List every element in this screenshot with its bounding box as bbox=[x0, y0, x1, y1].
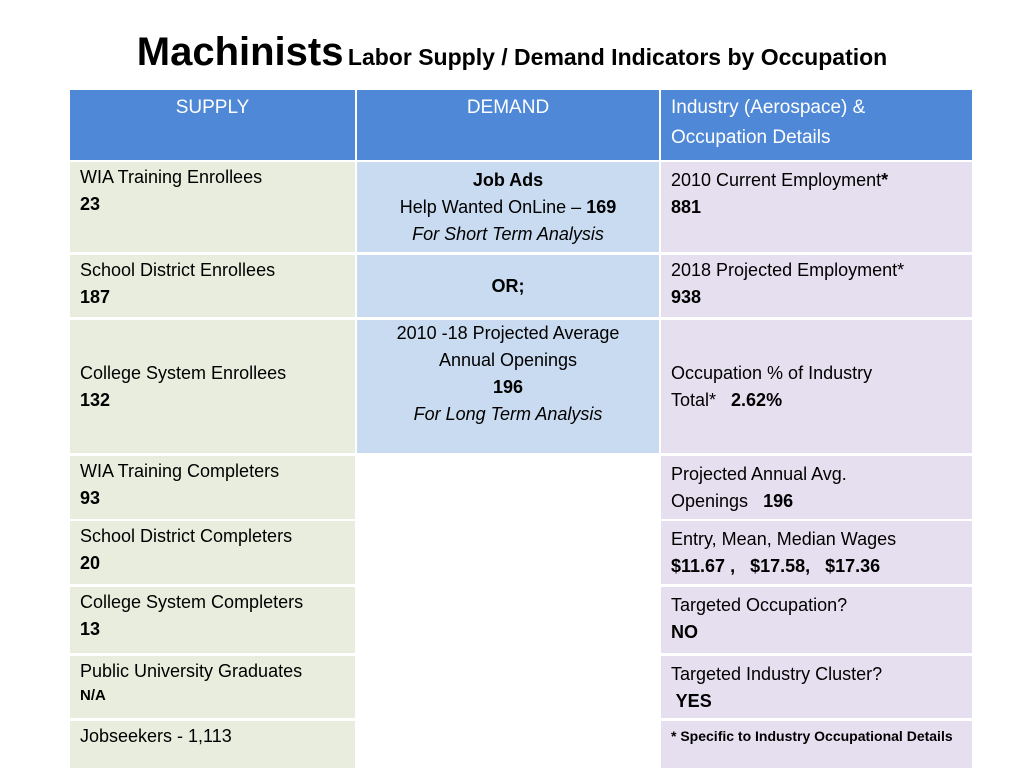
or-label: OR; bbox=[491, 275, 525, 296]
industry-projected-employment bbox=[661, 255, 972, 317]
current-employment-star: * bbox=[881, 170, 889, 190]
title-main: Machinists bbox=[136, 30, 344, 74]
supply-value: 13 bbox=[80, 619, 101, 639]
targeted-cluster-label: Targeted Industry Cluster? bbox=[671, 664, 883, 684]
supply-row-college-completers bbox=[70, 587, 355, 653]
long-term-note: For Long Term Analysis bbox=[413, 404, 603, 424]
targeted-occupation-value: NO bbox=[671, 622, 698, 642]
supply-value: 93 bbox=[80, 488, 101, 508]
supply-value: N/A bbox=[80, 687, 106, 704]
industry-targeted-occupation bbox=[661, 587, 972, 653]
footnote-text: * Specific to Industry Occupational Details bbox=[671, 728, 953, 744]
occupation-percent-label-2: Total* bbox=[671, 389, 732, 410]
supply-label: College System Completers bbox=[80, 592, 304, 612]
industry-occupation-percent bbox=[661, 320, 972, 453]
supply-row-jobseekers bbox=[70, 721, 355, 768]
targeted-cluster-value: YES bbox=[671, 691, 712, 711]
header-demand-label: DEMAND bbox=[466, 97, 550, 118]
wages-label: Entry, Mean, Median Wages bbox=[671, 529, 897, 549]
projected-employment-value: 938 bbox=[671, 287, 702, 307]
supply-label: Jobseekers - 1,113 bbox=[80, 726, 232, 746]
short-term-note: For Short Term Analysis bbox=[412, 224, 604, 244]
current-employment-value: 881 bbox=[671, 197, 702, 217]
supply-label: School District Completers bbox=[80, 526, 293, 546]
industry-annual-openings bbox=[661, 456, 972, 519]
projected-value: 196 bbox=[492, 377, 524, 397]
industry-wages bbox=[661, 521, 972, 584]
projected-line-1: 2010 -18 Projected Average bbox=[396, 323, 620, 343]
supply-value: 132 bbox=[80, 389, 111, 410]
annual-openings-label-2: Openings bbox=[671, 491, 764, 511]
supply-value: 20 bbox=[80, 553, 101, 573]
page-title bbox=[0, 30, 1024, 75]
supply-label: School District Enrollees bbox=[80, 260, 276, 280]
supply-row-university-graduates bbox=[70, 656, 355, 718]
supply-row-school-completers bbox=[70, 521, 355, 584]
current-employment-line bbox=[671, 167, 962, 194]
annual-openings-value: 196 bbox=[763, 491, 794, 511]
targeted-occupation-label: Targeted Occupation? bbox=[671, 595, 848, 615]
annual-openings-label-1: Projected Annual Avg. bbox=[671, 464, 847, 484]
demand-or bbox=[357, 255, 659, 317]
supply-label: College System Enrollees bbox=[80, 362, 287, 383]
supply-row-wia-completers bbox=[70, 456, 355, 519]
occupation-percent-line bbox=[671, 387, 962, 414]
supply-row-school-enrollees bbox=[70, 255, 355, 317]
industry-targeted-cluster bbox=[661, 656, 972, 718]
projected-line-2: Annual Openings bbox=[438, 350, 578, 370]
supply-label: Public University Graduates bbox=[80, 661, 303, 681]
header-demand bbox=[357, 90, 659, 160]
demand-projected-openings bbox=[357, 320, 659, 453]
projected-employment-label: 2018 Projected Employment* bbox=[671, 260, 905, 280]
supply-label: WIA Training Enrollees bbox=[80, 167, 263, 187]
industry-footnote bbox=[661, 721, 972, 768]
header-industry-label: Industry (Aerospace) & Occupation Details bbox=[671, 97, 866, 148]
annual-openings-line bbox=[671, 488, 962, 515]
wages-value: $11.67 , $17.58, $17.36 bbox=[671, 556, 881, 576]
demand-job-ads bbox=[357, 162, 659, 252]
header-supply bbox=[70, 90, 355, 160]
supply-row-wia-enrollees bbox=[70, 162, 355, 252]
current-employment-label: 2010 Current Employment bbox=[671, 170, 882, 190]
help-wanted-value: 169 bbox=[586, 197, 617, 217]
help-wanted-label: Help Wanted OnLine – bbox=[399, 197, 587, 217]
help-wanted-line bbox=[367, 194, 649, 221]
header-supply-label: SUPPLY bbox=[175, 97, 250, 118]
occupation-percent-value: 2.62% bbox=[731, 389, 783, 410]
supply-value: 23 bbox=[80, 194, 101, 214]
occupation-percent-label-1: Occupation % of Industry bbox=[671, 362, 873, 383]
job-ads-title: Job Ads bbox=[472, 170, 544, 190]
supply-label: WIA Training Completers bbox=[80, 461, 280, 481]
supply-row-college-enrollees bbox=[70, 320, 355, 453]
header-industry bbox=[661, 90, 972, 160]
title-subtitle: Labor Supply / Demand Indicators by Occupation bbox=[347, 44, 888, 70]
industry-current-employment bbox=[661, 162, 972, 252]
supply-value: 187 bbox=[80, 287, 111, 307]
